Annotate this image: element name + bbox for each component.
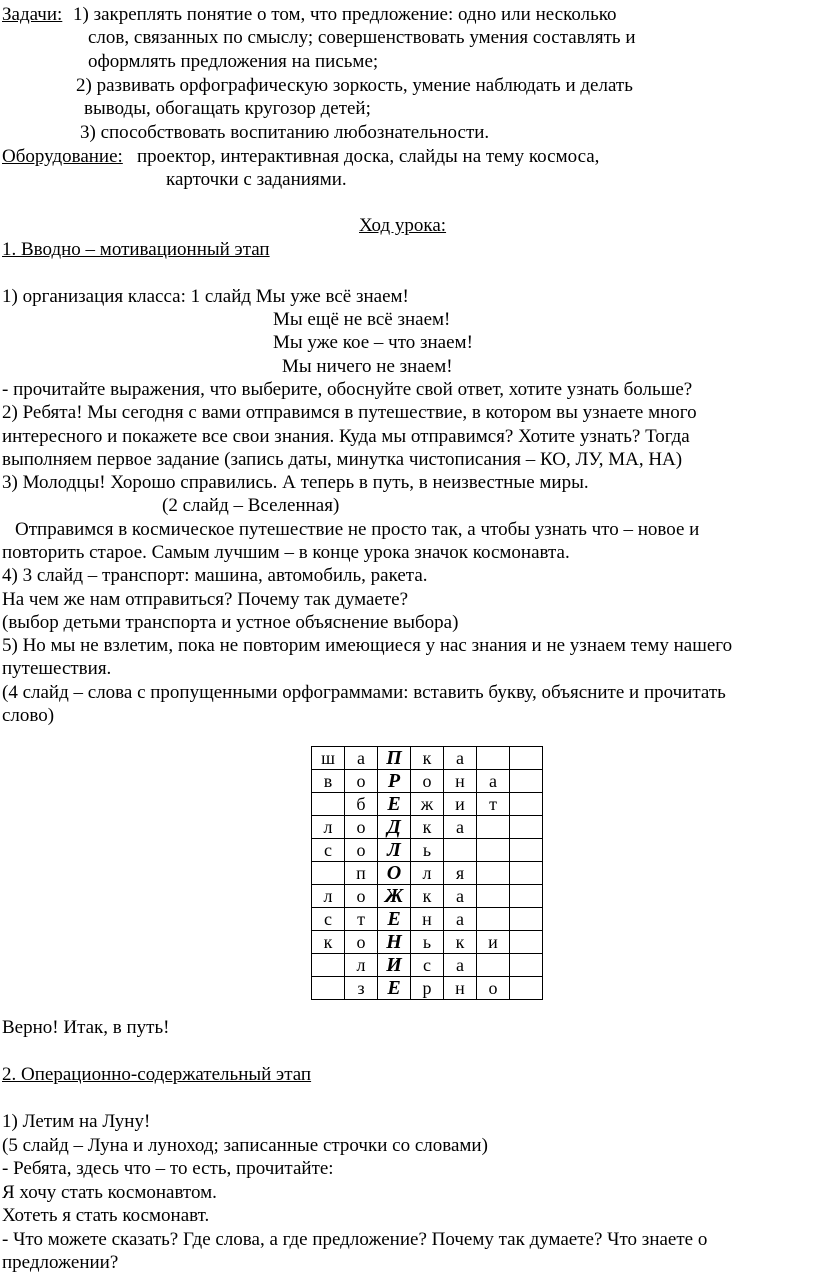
grid-cell: р (411, 977, 444, 1000)
grid-cell (477, 747, 510, 770)
grid-cell (312, 954, 345, 977)
grid-row (312, 839, 543, 862)
word-grid (311, 746, 543, 1000)
grid-cell-key-letter: Л (378, 839, 411, 862)
stage1-line: (4 слайд – слова с пропущенными орфограммами: вставить букву, объясните и прочитать (2, 682, 726, 703)
grid-cell: н (444, 977, 477, 1000)
stage1-line: Отправимся в космическое путешествие не просто так, а чтобы узнать что – новое и (15, 519, 700, 540)
task-line: оформлять предложения на письме; (88, 51, 379, 72)
grid-cell: а (345, 747, 378, 770)
grid-row (312, 747, 543, 770)
grid-row (312, 931, 543, 954)
grid-cell: л (345, 954, 378, 977)
grid-cell: ш (312, 747, 345, 770)
grid-cell (444, 839, 477, 862)
grid-cell: о (345, 931, 378, 954)
stage1-line: 2) Ребята! Мы сегодня с вами отправимся в путешествие, в котором вы узнаете много (2, 402, 697, 423)
tasks-label: Задачи: (2, 4, 63, 25)
grid-cell: а (444, 908, 477, 931)
stage2-line: Хотеть я стать космонавт. (2, 1205, 210, 1226)
grid-cell (312, 862, 345, 885)
grid-cell (510, 793, 543, 816)
grid-cell: л (312, 816, 345, 839)
grid-cell: о (345, 885, 378, 908)
stage1-line: 5) Но мы не взлетим, пока не повторим имеющиеся у нас знания и не узнаем тему нашего (2, 635, 733, 656)
task-line: 3) способствовать воспитанию любознательности. (80, 122, 490, 143)
grid-cell (477, 885, 510, 908)
grid-cell-key-letter: Н (378, 931, 411, 954)
stage2-line: предложении? (2, 1252, 119, 1273)
grid-cell-key-letter: Е (378, 793, 411, 816)
stage1-line: На чем же нам отправиться? Почему так думаете? (2, 589, 409, 610)
stage2-line: Я хочу стать космонавтом. (2, 1182, 217, 1203)
grid-cell: о (411, 770, 444, 793)
grid-cell (510, 977, 543, 1000)
grid-cell: а (444, 747, 477, 770)
stage1-line: 3) Молодцы! Хорошо справились. А теперь в путь, в неизвестные миры. (2, 472, 589, 493)
stage2-title: 2. Операционно-содержательный этап (2, 1064, 312, 1085)
grid-cell: л (312, 885, 345, 908)
grid-cell (510, 862, 543, 885)
grid-cell: о (345, 816, 378, 839)
grid-cell (477, 908, 510, 931)
grid-cell: ж (411, 793, 444, 816)
stage1-title: 1. Вводно – мотивационный этап (2, 239, 270, 260)
grid-cell: п (345, 862, 378, 885)
grid-cell: и (444, 793, 477, 816)
grid-cell: к (312, 931, 345, 954)
after-grid-text: Верно! Итак, в путь! (2, 1017, 170, 1038)
stage1-line: повторить старое. Самым лучшим – в конце урока значок космонавта. (2, 542, 570, 563)
grid-cell (510, 885, 543, 908)
equipment-line: проектор, интерактивная доска, слайды на тему космоса, (137, 146, 600, 167)
grid-cell-key-letter: Д (378, 816, 411, 839)
grid-cell: а (444, 954, 477, 977)
grid-cell (312, 977, 345, 1000)
task-line: 1) закреплять понятие о том, что предложение: одно или несколько (73, 4, 617, 25)
grid-cell-key-letter: И (378, 954, 411, 977)
grid-cell (510, 816, 543, 839)
stage2-line: (5 слайд – Луна и луноход; записанные строчки со словами) (2, 1135, 488, 1156)
grid-row (312, 862, 543, 885)
grid-cell-key-letter: Е (378, 977, 411, 1000)
grid-cell (510, 770, 543, 793)
grid-row (312, 908, 543, 931)
grid-cell: а (444, 885, 477, 908)
stage1-line: выполняем первое задание (запись даты, минутка чистописания – КО, ЛУ, МА, НА) (2, 449, 683, 470)
stage1-line: Мы ничего не знаем! (282, 356, 453, 377)
grid-cell: т (345, 908, 378, 931)
stage1-line: Мы ещё не всё знаем! (273, 309, 451, 330)
task-line: выводы, обогащать кругозор детей; (84, 98, 371, 119)
grid-cell: а (477, 770, 510, 793)
grid-cell: б (345, 793, 378, 816)
grid-cell: с (312, 908, 345, 931)
grid-row (312, 770, 543, 793)
stage2-line: 1) Летим на Луну! (2, 1111, 151, 1132)
stage1-line: слово) (2, 705, 55, 726)
grid-cell (510, 747, 543, 770)
stage1-line: путешествия. (2, 658, 112, 679)
grid-cell: в (312, 770, 345, 793)
stage1-line: - прочитайте выражения, что выберите, обоснуйте свой ответ, хотите узнать больше? (2, 379, 693, 400)
grid-cell (477, 839, 510, 862)
grid-cell (477, 816, 510, 839)
grid-row (312, 793, 543, 816)
task-line: 2) развивать орфографическую зоркость, умение наблюдать и делать (76, 75, 633, 96)
grid-cell-key-letter: П (378, 747, 411, 770)
task-line: слов, связанных по смыслу; совершенствовать умения составлять и (88, 27, 636, 48)
grid-cell (510, 931, 543, 954)
stage1-line: (выбор детьми транспорта и устное объяснение выбора) (2, 612, 459, 633)
grid-cell (477, 954, 510, 977)
grid-cell (510, 839, 543, 862)
equipment-line: карточки с заданиями. (166, 169, 347, 190)
grid-cell: к (411, 885, 444, 908)
grid-cell (510, 908, 543, 931)
grid-cell (312, 793, 345, 816)
grid-cell (510, 954, 543, 977)
grid-cell: ь (411, 931, 444, 954)
stage1-line: интересного и покажете все свои знания. Куда мы отправимся? Хотите узнать? Тогда (2, 426, 690, 447)
grid-cell: к (411, 816, 444, 839)
grid-cell-key-letter: Е (378, 908, 411, 931)
grid-cell: а (444, 816, 477, 839)
grid-row (312, 954, 543, 977)
grid-cell: к (411, 747, 444, 770)
grid-cell: о (345, 770, 378, 793)
grid-cell: о (345, 839, 378, 862)
grid-cell: н (444, 770, 477, 793)
grid-cell-key-letter: Ж (378, 885, 411, 908)
lesson-title: Ход урока: (359, 215, 447, 236)
grid-cell: к (444, 931, 477, 954)
grid-cell-key-letter: О (378, 862, 411, 885)
grid-row (312, 977, 543, 1000)
grid-cell: з (345, 977, 378, 1000)
grid-row (312, 885, 543, 908)
grid-cell: с (312, 839, 345, 862)
stage1-line: (2 слайд – Вселенная) (162, 495, 340, 516)
grid-cell: с (411, 954, 444, 977)
grid-row (312, 816, 543, 839)
grid-cell: и (477, 931, 510, 954)
grid-cell: о (477, 977, 510, 1000)
stage1-line: Мы уже кое – что знаем! (273, 332, 473, 353)
grid-cell: т (477, 793, 510, 816)
stage1-line: 4) 3 слайд – транспорт: машина, автомобиль, ракета. (2, 565, 428, 586)
stage2-line: - Что можете сказать? Где слова, а где предложение? Почему так думаете? Что знаете о (2, 1229, 708, 1250)
stage2-line: - Ребята, здесь что – то есть, прочитайте: (2, 1158, 334, 1179)
grid-cell: л (411, 862, 444, 885)
grid-cell: ь (411, 839, 444, 862)
grid-cell (477, 862, 510, 885)
stage1-line: 1) организация класса: 1 слайд Мы уже всё знаем! (2, 286, 409, 307)
grid-cell: я (444, 862, 477, 885)
grid-cell-key-letter: Р (378, 770, 411, 793)
equipment-label: Оборудование: (2, 146, 123, 167)
grid-cell: н (411, 908, 444, 931)
